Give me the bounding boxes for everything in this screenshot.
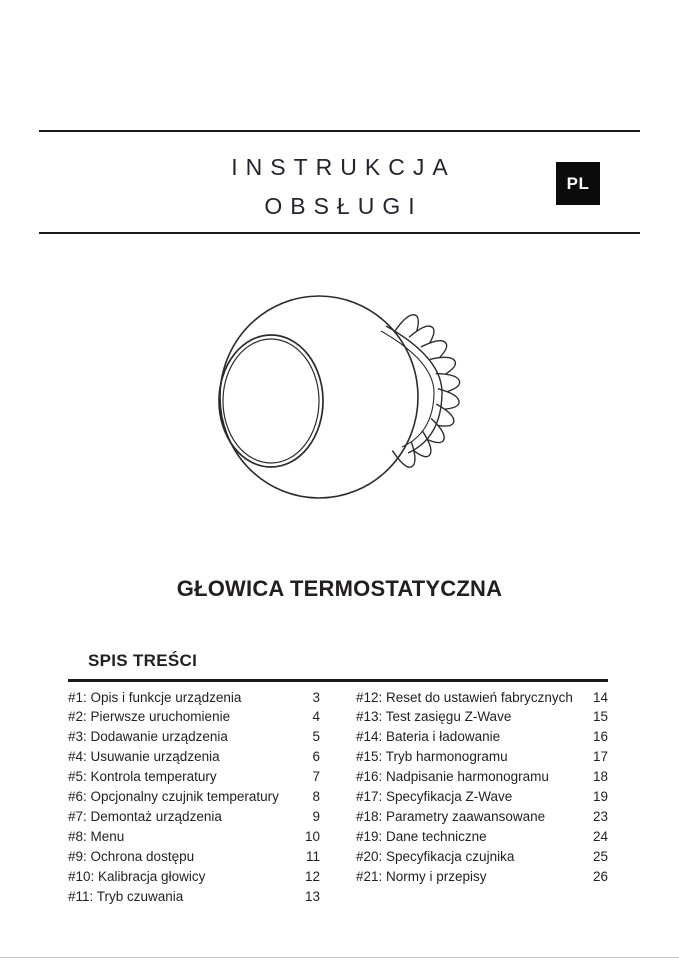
- cover-title-line2: OBSŁUGI: [264, 193, 423, 219]
- toc-entry: [68, 787, 320, 807]
- toc-entry: [68, 727, 320, 747]
- thermostatic-head-icon: [180, 280, 500, 520]
- toc-entry-label: #10: Kalibracja głowicy: [68, 868, 206, 884]
- language-badge: [556, 162, 600, 205]
- toc-entry-label: #17: Specyfikacja Z-Wave: [356, 789, 513, 805]
- toc-entry: [356, 707, 608, 727]
- toc-entry: [68, 767, 320, 787]
- toc-entry-page: 11: [305, 848, 320, 864]
- toc-entry: [356, 787, 608, 807]
- toc-entry-label: #21: Normy i przepisy: [356, 868, 487, 884]
- toc-entry-page: 7: [312, 769, 320, 785]
- header-bottom-rule: [39, 232, 640, 234]
- toc-entry-page: 5: [312, 729, 320, 745]
- toc-entry-label: #2: Pierwsze uruchomienie: [68, 709, 231, 725]
- toc-entry: [68, 887, 320, 907]
- toc-entry-label: #11: Tryb czuwania: [68, 888, 184, 904]
- language-badge-label: PL: [566, 173, 590, 193]
- toc-entry: [356, 727, 608, 747]
- toc-entry-label: #3: Dodawanie urządzenia: [68, 729, 228, 745]
- toc-entry-page: 9: [312, 808, 320, 824]
- toc-entry-page: 15: [592, 709, 608, 725]
- toc-entry: [68, 707, 320, 727]
- toc-entry-label: #5: Kontrola temperatury: [68, 769, 217, 785]
- toc-entry: [356, 807, 608, 827]
- toc-entry-page: 18: [592, 769, 608, 785]
- toc-entry-label: #6: Opcjonalny czujnik temperatury: [68, 789, 279, 805]
- toc-rule: [68, 679, 608, 682]
- toc-entry-page: 17: [592, 749, 608, 765]
- toc-entry: [68, 807, 320, 827]
- toc-entry: [356, 847, 608, 867]
- toc-entry: [68, 688, 320, 708]
- toc-entry-label: #18: Parametry zaawansowane: [356, 808, 546, 824]
- toc-entry: [68, 867, 320, 887]
- toc-entry-page: 24: [592, 828, 608, 844]
- toc-entry-page: 6: [312, 749, 320, 765]
- toc-entry-label: #4: Usuwanie urządzenia: [68, 749, 220, 765]
- toc-heading: SPIS TREŚCI: [88, 651, 198, 670]
- toc-entry-page: 13: [304, 888, 320, 904]
- toc-entry-page: 26: [592, 868, 608, 884]
- toc-entry: [68, 827, 320, 847]
- header-top-rule: [39, 130, 640, 132]
- toc-column-right: [356, 688, 608, 907]
- toc-entry-label: #8: Menu: [68, 828, 125, 844]
- toc-entry: [68, 747, 320, 767]
- toc-entry-label: #9: Ochrona dostępu: [68, 848, 195, 864]
- toc-entry-label: #16: Nadpisanie harmonogramu: [356, 769, 549, 785]
- toc-entry-page: 16: [592, 729, 608, 745]
- toc-entry: [356, 688, 608, 708]
- toc-entry-label: #1: Opis i funkcje urządzenia: [68, 689, 242, 705]
- toc-entry-page: 12: [304, 868, 320, 884]
- toc-entry-page: 8: [312, 789, 320, 805]
- toc-entry-page: 19: [592, 789, 608, 805]
- toc-entry-page: 3: [312, 689, 320, 705]
- toc-entry-label: #14: Bateria i ładowanie: [356, 729, 501, 745]
- product-illustration: [180, 280, 500, 525]
- toc-entry-page: 4: [312, 709, 320, 725]
- toc-entry-page: 10: [304, 828, 320, 844]
- toc-entry-page: 14: [592, 689, 608, 705]
- toc-entry: [356, 767, 608, 787]
- toc-entry-label: #13: Test zasięgu Z-Wave: [356, 709, 512, 725]
- toc-entry-label: #12: Reset do ustawień fabrycznych: [356, 689, 573, 705]
- toc-entry-page: 25: [592, 848, 608, 864]
- toc-entry-label: #19: Dane techniczne: [356, 828, 487, 844]
- toc-entry: [68, 847, 320, 867]
- toc-column-left: [68, 688, 320, 907]
- toc-entry-page: 23: [592, 808, 608, 824]
- page-bottom-divider: [0, 957, 679, 958]
- product-title: GŁOWICA TERMOSTATYCZNA: [176, 576, 503, 601]
- toc-entry: [356, 867, 608, 887]
- toc-entry-label: #7: Demontaż urządzenia: [68, 808, 222, 824]
- toc-entry: [356, 827, 608, 847]
- toc-entry-label: #20: Specyfikacja czujnika: [356, 848, 515, 864]
- table-of-contents: [68, 650, 608, 906]
- toc-entry-label: #15: Tryb harmonogramu: [356, 749, 508, 765]
- cover-title-line1: INSTRUKCJA: [231, 154, 456, 180]
- toc-columns: [68, 688, 608, 907]
- toc-entry: [356, 747, 608, 767]
